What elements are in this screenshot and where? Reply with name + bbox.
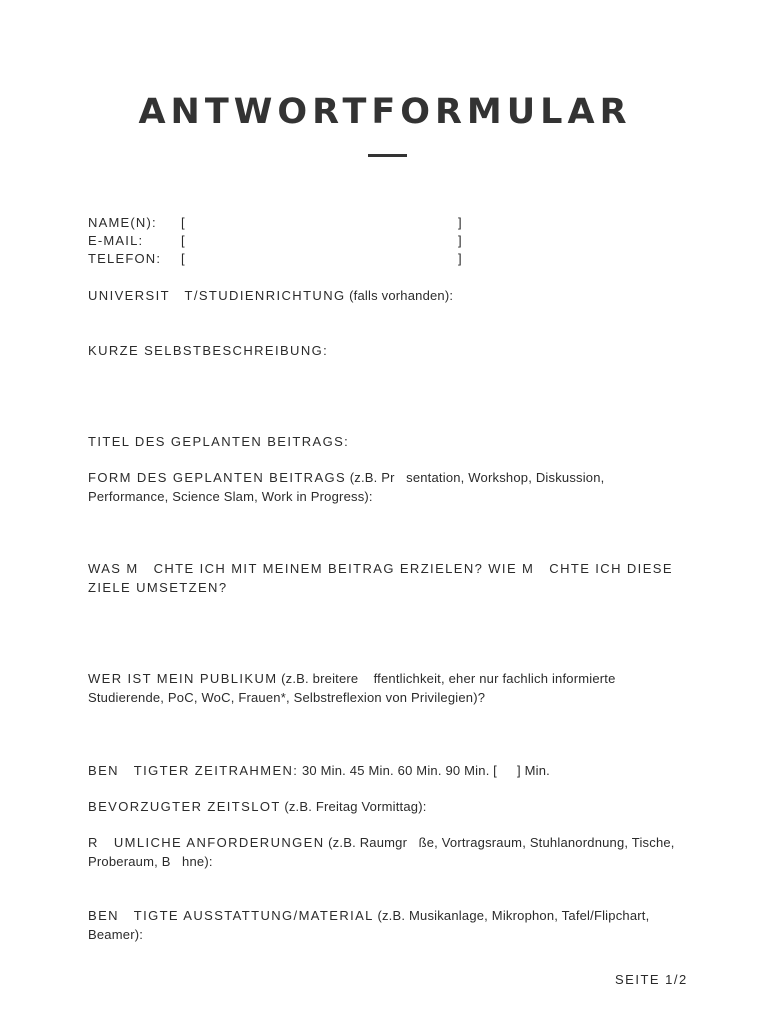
university-question (88, 286, 688, 305)
page-number: SEITE 1/2 (615, 972, 688, 987)
name-close-bracket: ] (458, 215, 463, 230)
room-label: R UMLICHE ANFORDERUNGEN (88, 835, 325, 850)
form-contribution-hint: (z.B. Pr sentation, Workshop, Diskussion, Performance, Science Slam, Work in Progress): (88, 470, 609, 504)
form-contribution-label: FORM DES GEPLANTEN BEITRAGS (88, 470, 347, 485)
name-label: NAME(N): (88, 215, 157, 230)
phone-open-bracket: [ (181, 251, 186, 266)
title-underline (368, 154, 407, 157)
self-description-label: KURZE SELBSTBESCHREIBUNG: (88, 343, 329, 358)
form-contribution-question (88, 468, 688, 506)
university-label: UNIVERSIT T/STUDIENRICHTUNG (88, 288, 346, 303)
email-close-bracket: ] (458, 233, 463, 248)
equipment-question (88, 906, 688, 944)
title-contribution-question (88, 432, 688, 451)
goals-label: WAS M CHTE ICH MIT MEINEM BEITRAG ERZIELEN? WIE M CHTE ICH DIESE ZIELE UMSETZEN? (88, 561, 678, 595)
timeframe-open-bracket: [ (493, 763, 497, 778)
audience-label: WER IST MEIN PUBLIKUM (88, 671, 278, 686)
timeslot-question (88, 797, 688, 816)
timeframe-label: BEN TIGTER ZEITRAHMEN: (88, 763, 299, 778)
phone-label: TELEFON: (88, 251, 162, 266)
equipment-label: BEN TIGTE AUSSTATTUNG/MATERIAL (88, 908, 374, 923)
name-open-bracket: [ (181, 215, 186, 230)
goals-question (88, 559, 698, 597)
form-title: ANTWORTFORMULAR (138, 92, 632, 132)
email-open-bracket: [ (181, 233, 186, 248)
timeslot-hint: (z.B. Freitag Vormittag): (284, 799, 427, 814)
timeslot-label: BEVORZUGTER ZEITSLOT (88, 799, 281, 814)
title-contribution-label: TITEL DES GEPLANTEN BEITRAGS: (88, 434, 350, 449)
email-label: E-MAIL: (88, 233, 144, 248)
timeframe-close-bracket: ] Min. (516, 763, 550, 778)
phone-close-bracket: ] (458, 251, 463, 266)
room-question (88, 833, 688, 871)
timeframe-options: 30 Min. 45 Min. 60 Min. 90 Min. (301, 763, 490, 778)
university-hint: (falls vorhanden): (349, 288, 454, 303)
audience-question (88, 669, 688, 707)
equipment-hint: (z.B. Musikanlage, Mikrophon, Tafel/Flipchart, Beamer): (88, 908, 650, 942)
room-hint: (z.B. Raumgr ße, Vortragsraum, Stuhlanordnung, Tische, Proberaum, B hne): (88, 835, 679, 869)
audience-hint: (z.B. breitere ffentlichkeit, eher nur fachlich informierte Studierende, PoC, WoC, Frauen*, Selbstreflexion von Privilegien)? (88, 671, 620, 705)
timeframe-question (88, 761, 688, 780)
self-description-question (88, 341, 688, 360)
